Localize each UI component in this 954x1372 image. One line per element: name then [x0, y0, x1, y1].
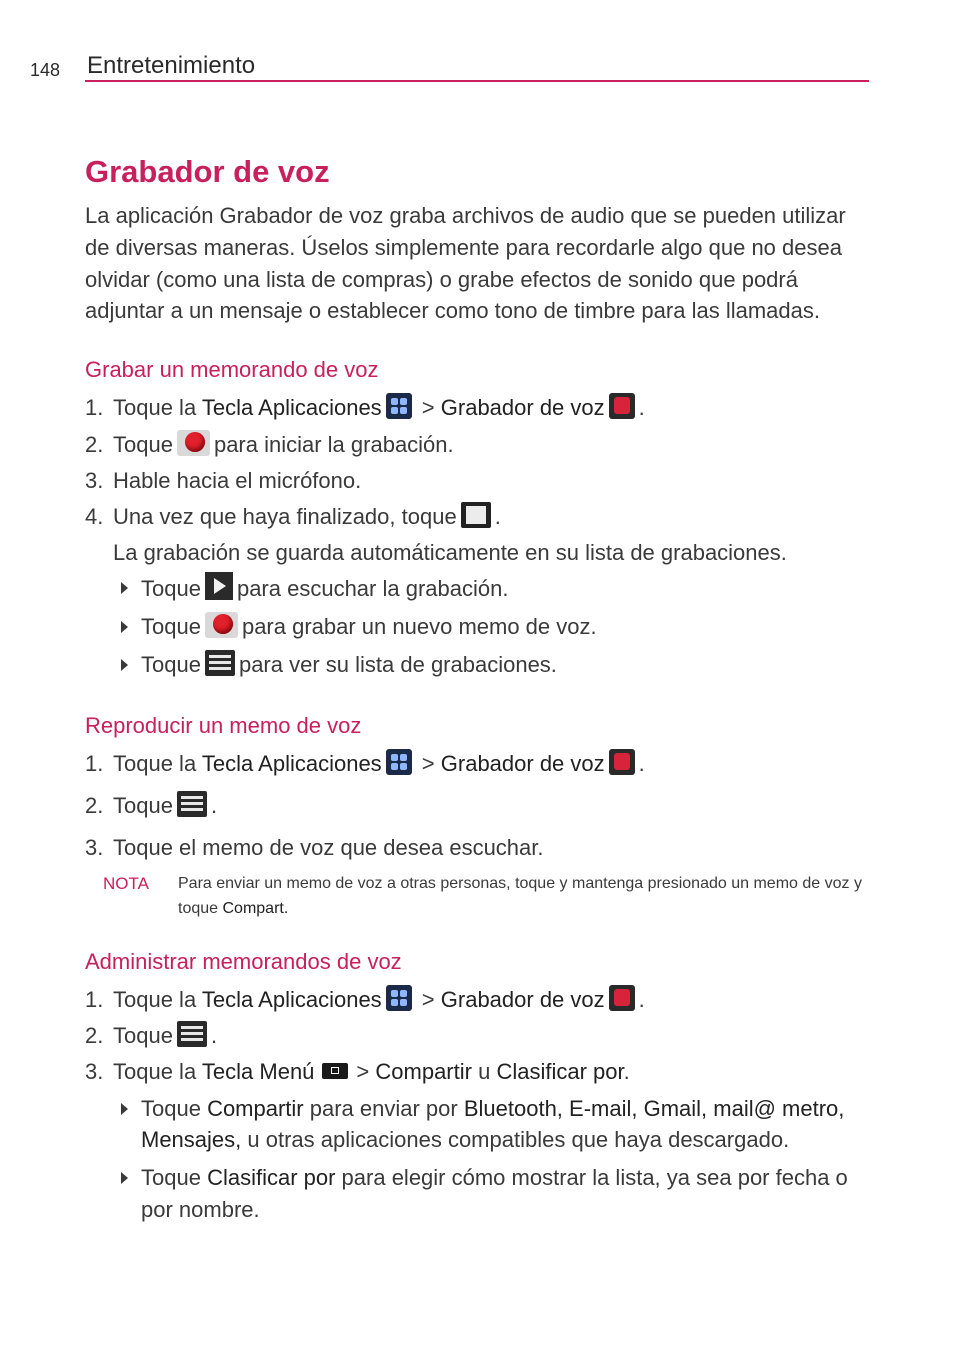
record-step-4	[85, 502, 875, 532]
section-name: Entretenimiento	[87, 52, 256, 79]
step-number: 3.	[85, 468, 104, 494]
record-step-1	[85, 393, 875, 423]
record-button-icon	[177, 430, 210, 456]
manage-bullet-sort	[85, 1162, 875, 1226]
play-button-icon	[205, 572, 233, 600]
note-bold-text: Compart.	[222, 899, 289, 917]
bullet-text: para elegir cómo mostrar la lista, ya sea por fecha o por nombre.	[141, 1165, 848, 1222]
separator: >	[415, 750, 441, 776]
step-number: 2.	[85, 1022, 104, 1048]
step-text: Hable hacia el micrófono.	[113, 468, 362, 494]
step-text: Una vez que haya finalizado, toque	[113, 504, 457, 530]
apps-key-label: Tecla Aplicaciones	[201, 395, 382, 421]
period: .	[623, 1058, 630, 1084]
share-label: Compartir	[375, 1058, 472, 1084]
record-bullet-list	[85, 649, 875, 681]
step-text: Toque la	[113, 986, 202, 1012]
play-step-1	[85, 749, 875, 779]
step-text: Toque	[113, 432, 173, 458]
menu-key-icon	[322, 1063, 348, 1079]
page-content	[85, 150, 875, 1226]
manage-step-1	[85, 985, 875, 1015]
note-label: NOTA	[103, 873, 149, 893]
stop-button-icon	[461, 502, 491, 528]
step-number: 1.	[85, 750, 104, 776]
separator: >	[415, 395, 441, 421]
intro-paragraph: La aplicación Grabador de voz graba archivos de audio que se pueden utilizar de diversas maneras. Úselos simplemente para recordarle algo que no desea olvidar (como una lista de compras) o grabe efectos de sonido que podrá adjuntar a un mensaje o establecer como tono de timbre para las llamadas.	[85, 203, 846, 324]
record-bullet-new	[85, 611, 875, 643]
bullet-text: Toque	[141, 1165, 208, 1191]
step-number: 1.	[85, 395, 104, 421]
conjunction: u	[471, 1058, 497, 1084]
note-text: Para enviar un memo de voz a otras personas, toque y mantenga presionado un memo de voz y toque	[178, 874, 862, 917]
manage-step-3	[85, 1057, 875, 1087]
step-number: 1.	[85, 986, 104, 1012]
page-title: Grabador de voz	[85, 154, 330, 189]
period: .	[494, 504, 501, 530]
list-icon	[177, 791, 207, 817]
share-targets: Bluetooth, E-mail, Gmail, mail@ metro, Mensajes,	[141, 1095, 845, 1153]
apps-grid-icon	[386, 749, 412, 775]
voice-recorder-label: Grabador de voz	[440, 395, 605, 421]
bullet-arrow-icon	[121, 1103, 128, 1115]
bullet-text: u otras aplicaciones compatibles que haya descargado.	[241, 1127, 790, 1153]
play-step-2	[85, 791, 875, 821]
note-block	[85, 871, 875, 921]
bullet-text: Toque	[141, 651, 201, 677]
separator: >	[415, 986, 441, 1012]
voice-recorder-label: Grabador de voz	[440, 750, 605, 776]
record-step-3	[85, 466, 875, 496]
voice-recorder-app-icon	[609, 393, 635, 419]
step-text: Toque	[113, 792, 173, 818]
play-step-3	[85, 833, 875, 863]
voice-recorder-app-icon	[609, 749, 635, 775]
heading-play-memo: Reproducir un memo de voz	[85, 712, 362, 738]
step-number: 2.	[85, 792, 104, 818]
step-number: 3.	[85, 834, 104, 860]
bullet-text: para ver su lista de grabaciones.	[238, 651, 557, 677]
bullet-arrow-icon	[121, 582, 128, 594]
voice-recorder-app-icon	[609, 985, 635, 1011]
share-label: Compartir	[207, 1095, 304, 1121]
step-number: 2.	[85, 432, 104, 458]
period: .	[638, 395, 645, 421]
page-number: 148	[30, 60, 61, 80]
bullet-text: para enviar por	[303, 1095, 464, 1121]
page-header	[0, 50, 954, 84]
list-icon	[205, 650, 235, 676]
period: .	[638, 986, 645, 1012]
bullet-text: Toque	[141, 576, 201, 602]
list-icon	[177, 1021, 207, 1047]
step-text: Toque la	[113, 1058, 202, 1084]
heading-record-memo: Grabar un memorando de voz	[85, 357, 379, 383]
header-rule	[85, 80, 869, 82]
apps-key-label: Tecla Aplicaciones	[201, 986, 382, 1012]
period: .	[210, 792, 218, 818]
record-button-icon	[205, 612, 238, 638]
manage-step-2	[85, 1021, 875, 1051]
heading-manage-memos: Administrar memorandos de voz	[85, 948, 402, 974]
separator: >	[356, 1058, 376, 1084]
voice-recorder-label: Grabador de voz	[440, 986, 605, 1012]
sort-by-label: Clasificar por	[207, 1165, 336, 1191]
period: .	[638, 750, 645, 776]
record-step-2	[85, 430, 875, 460]
step-number: 3.	[85, 1058, 104, 1084]
apps-grid-icon	[386, 393, 412, 419]
manage-bullet-share	[85, 1093, 875, 1157]
apps-grid-icon	[386, 985, 412, 1011]
apps-key-label: Tecla Aplicaciones	[201, 750, 382, 776]
step-text: Toque el memo de voz que desea escuchar.	[113, 834, 544, 860]
step-text: para iniciar la grabación.	[213, 432, 454, 458]
step-text: Toque	[113, 1022, 173, 1048]
step-number: 4.	[85, 504, 104, 530]
step-text: Toque la	[113, 750, 202, 776]
sort-by-label: Clasificar por	[496, 1058, 624, 1084]
bullet-text: Toque	[141, 613, 201, 639]
bullet-text: Toque	[141, 1095, 208, 1121]
bullet-arrow-icon	[121, 621, 128, 633]
record-bullet-play	[85, 572, 875, 605]
bullet-arrow-icon	[121, 659, 128, 671]
bullet-arrow-icon	[121, 1172, 128, 1184]
period: .	[210, 1022, 218, 1048]
bullet-text: para escuchar la grabación.	[236, 576, 509, 602]
bullet-text: para grabar un nuevo memo de voz.	[241, 613, 597, 639]
saved-note: La grabación se guarda automáticamente en su lista de grabaciones.	[113, 540, 787, 566]
menu-key-label: Tecla Menú	[201, 1058, 315, 1084]
step-text: Toque la	[113, 395, 202, 421]
